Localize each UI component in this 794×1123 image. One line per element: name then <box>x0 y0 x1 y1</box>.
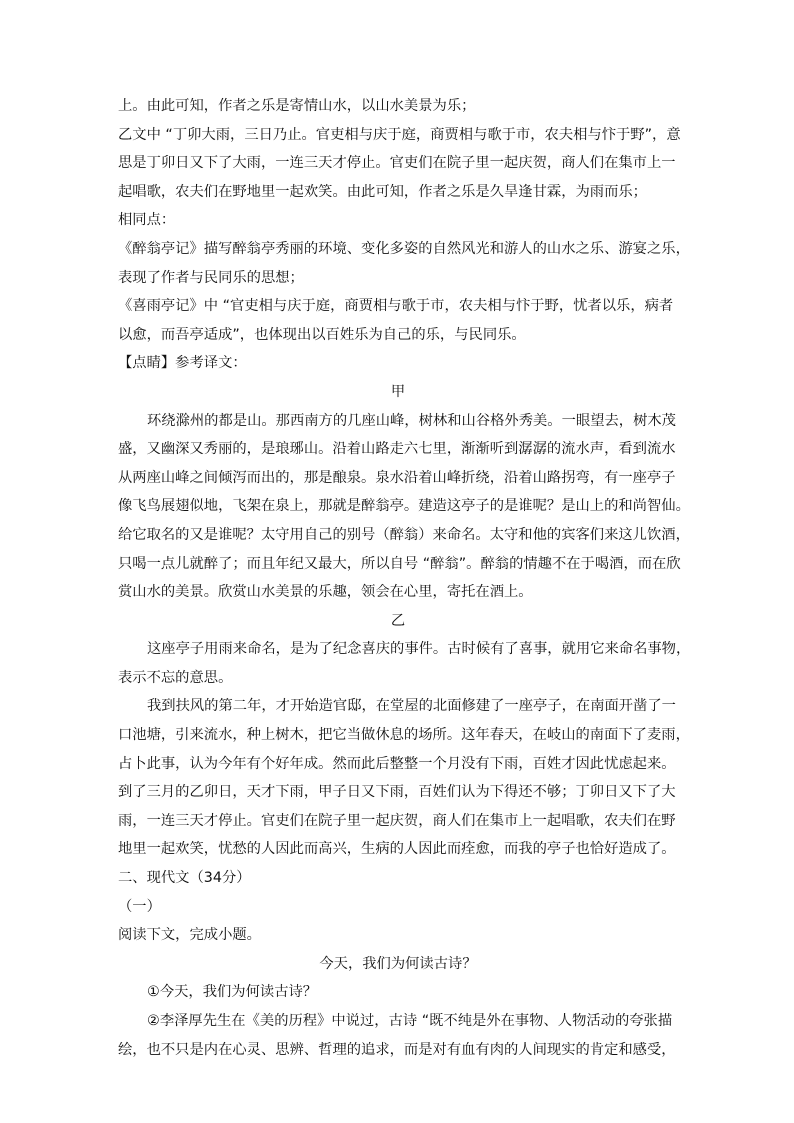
text-line: 这座亭子用雨来命名，是为了纪念喜庆的事件。古时候有了喜事，就用它来命名事物， <box>147 641 691 658</box>
text-line: 像飞鸟展翅似地，飞架在泉上，那就是醉翁亭。建造这亭子的是谁呢？是山上的和尚智仙。 <box>118 498 690 515</box>
text-line: 占卜此事，认为今年有个好年成。然而此后整整一个月没有下雨，百姓才因此忧虑起来。 <box>118 755 676 772</box>
text-line: 给它取名的又是谁呢？太守用自己的别号（醉翁）来命名。太守和他的宾客们来这儿饮酒， <box>118 526 690 543</box>
text-line: 乙文中 “丁卯大雨，三日乃止。官吏相与庆于庭，商贾相与歌于市，农夫相与忭于野”，意 <box>118 126 681 143</box>
text-line: 从两座山峰之间倾泻而出的，那是酿泉。泉水沿着山峰折绕，沿着山路拐弯，有一座亭子 <box>118 469 676 486</box>
text-line: 赏山水的美景。欣赏山水美景的乐趣，领会在心里，寄托在酒上。 <box>118 584 533 601</box>
document-page <box>118 92 691 1064</box>
text-line: 《醉翁亭记》描写醉翁亭秀丽的环境、变化多姿的自然风光和游人的山水之乐、游宴之乐， <box>118 240 690 257</box>
text-line: 地里一起欢笑，忧愁的人因此而高兴，生病的人因此而痊愈，而我的亭子也恰好造成了。 <box>118 841 676 858</box>
text-line: 环绕滁州的都是山。那西南方的几座山峰，树林和山谷格外秀美。一眼望去，树木茂 <box>147 412 676 429</box>
article-title: 今天，我们为何读古诗？ <box>319 955 477 972</box>
text-line: 雨，一连三天才停止。官吏们在院子里一起庆贺，商人们在集市上一起唱歌，农夫们在野 <box>118 812 676 829</box>
text-line: 上。由此可知，作者之乐是寄情山水，以山水美景为乐； <box>118 98 476 114</box>
text-line: 起唱歌，农夫们在野地里一起欢笑。由此可知，作者之乐是久旱逢甘霖，为雨而乐； <box>118 183 647 200</box>
text-line: 以愈，而吾亭适成”，也体现出以百姓乐为自己的乐，与民同乐。 <box>118 326 526 343</box>
text-line: 表现了作者与民同乐的思想； <box>118 269 304 286</box>
text-line: 我到扶风的第二年，才开始造官邸，在堂屋的北面修建了一座亭子，在南面开凿了一 <box>147 698 676 715</box>
instruction: 阅读下文，完成小题。 <box>118 927 261 944</box>
paragraph-1: ①今天，我们为何读古诗？ <box>147 984 318 1001</box>
text-line: 到了三月的乙卯日，天才下雨，甲子日又下雨，百姓们认为下得还不够；丁卯日又下了大 <box>118 784 676 801</box>
translation-heading-jia: 甲 <box>390 383 406 400</box>
section-label: 相同点： <box>118 212 176 229</box>
translation-heading-yi: 乙 <box>390 612 406 629</box>
text-line: 《喜雨亭记》中 “官吏相与庆于庭，商贾相与歌于市，农夫相与忭于野，忧者以乐，病者 <box>118 298 674 315</box>
paragraph-2: ②李泽厚先生在《美的历程》中说过，古诗 “既不纯是外在事物、人物活动的夸张描 <box>147 1013 673 1029</box>
section-label: 【点睛】参考译文： <box>118 355 247 372</box>
text-line: 绘，也不只是内在心灵、思辨、哲理的追求，而是对有血有肉的人间现实的肯定和感受， <box>118 1041 676 1058</box>
text-line: 只喝一点儿就醉了；而且年纪又最大，所以自号 “醉翁”。醉翁的情趣不在于喝酒，而在欣 <box>118 555 681 572</box>
section-heading: 二、现代文（34分） <box>118 870 251 887</box>
subsection-label: （一） <box>118 898 161 915</box>
text-line: 口池塘，引来流水，种上树木，把它当做休息的场所。这年春天，在岐山的南面下了麦雨， <box>118 727 690 744</box>
text-line: 思是丁卯日又下了大雨，一连三天才停止。官吏们在院子里一起庆贺，商人们在集市上一 <box>118 155 676 172</box>
text-line: 表示不忘的意思。 <box>118 669 233 686</box>
text-line: 盛，又幽深又秀丽的，是琅琊山。沿着山路走六七里，渐渐听到潺潺的流水声，看到流水 <box>118 441 676 458</box>
